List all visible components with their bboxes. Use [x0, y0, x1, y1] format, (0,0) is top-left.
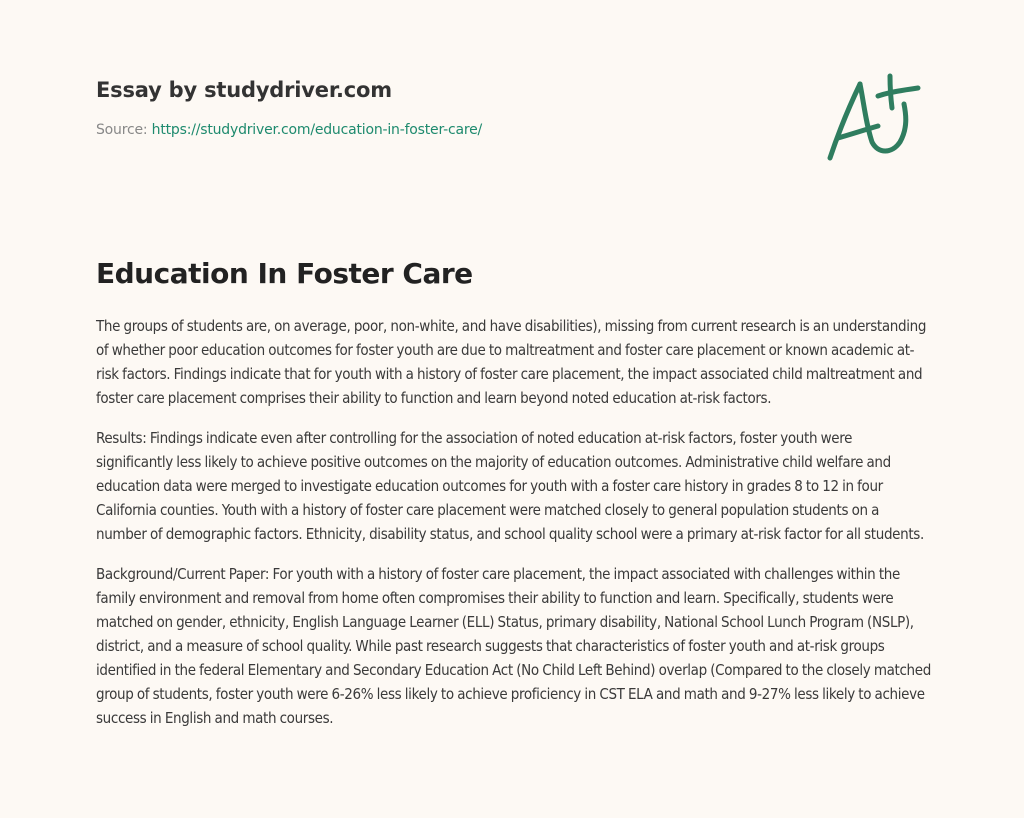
page-header — [96, 76, 796, 140]
source-link[interactable]: https://studydriver.com/education-in-foster-care/ — [151, 122, 483, 138]
a-plus-grade-icon — [820, 64, 930, 168]
paragraph-1: The groups of students are, on average, poor, non-white, and have disabilities), missing from current research is an understanding of whether poor education outcomes for foster youth are due to maltreatment and foster care placement or known academic at-risk factors. Findings indicate that for youth with a history of foster care placement, the impact associated child maltreatment and foster care placement comprises their ability to function and learn beyond noted education at-risk factors. — [96, 317, 927, 407]
article-body — [96, 314, 932, 746]
paragraph-3: Background/Current Paper: For youth with a history of foster care placement, the impact associated with challenges within the family environment and removal from home often compromises their ability to function and learn. Specifically, students were matched on gender, ethnicity, English Language Learner (ELL) Status, primary disability, National School Lunch Program (NSLP), district, and a measure of school quality. While past research suggests that characteristics of foster youth and at-risk groups identified in the federal Elementary and Secondary Education Act (No Child Left Behind) overlap (Compared to the closely matched group of students, foster youth were 6-26% less likely to achieve proficiency in CST ELA and math and 9-27% less likely to achieve success in English and math courses. — [96, 565, 931, 727]
source-line — [96, 120, 796, 140]
source-label: Source: — [96, 122, 152, 138]
brand-title: Essay by studydriver.com — [96, 78, 392, 102]
article-title: Education In Foster Care — [96, 257, 473, 290]
paragraph-2: Results: Findings indicate even after controlling for the association of noted education at-risk factors, foster youth were significantly less likely to achieve positive outcomes on the majority of education outcomes. Administrative child welfare and education data were merged to investigate education outcomes for youth with a foster care history in grades 8 to 12 in four California counties. Youth with a history of foster care placement were matched closely to general population students on a number of demographic factors. Ethnicity, disability status, and school quality school were a primary at-risk factor for all students. — [96, 429, 924, 543]
